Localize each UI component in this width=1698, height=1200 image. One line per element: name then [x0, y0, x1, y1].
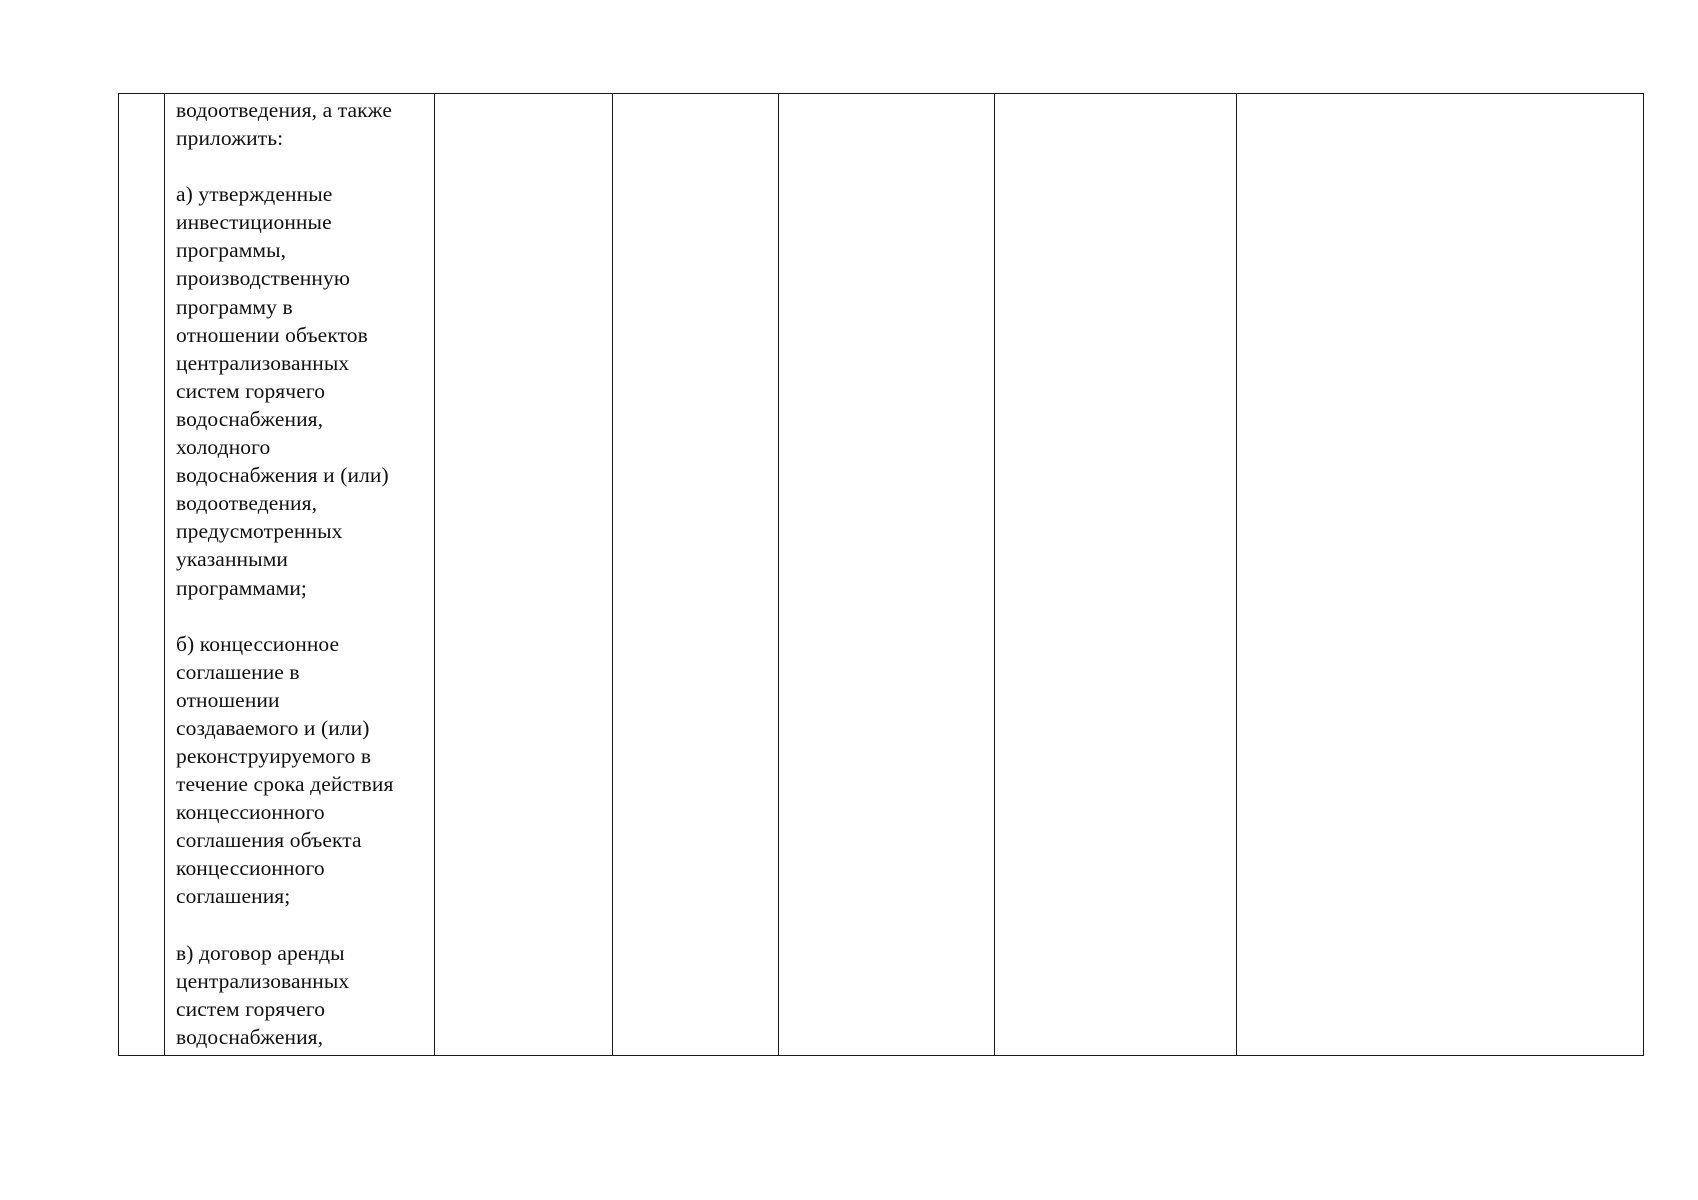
empty-cell-5: [779, 94, 995, 1056]
empty-cell-4: [613, 94, 779, 1056]
number-cell: [119, 94, 165, 1056]
paragraph-a: а) утвержденные инвестиционные программы, производственную программу в отношении объектов централизованных систем горячего водоснабжения, холодного водоснабжения и (или) водоотведения, предусмотренных указанными программами;: [176, 182, 389, 600]
requirement-text-cell: [165, 94, 435, 1056]
paragraph-intro: водоотведения, а также приложить:: [176, 98, 392, 151]
requirements-table: [118, 93, 1644, 1056]
paragraph-c: в) договор аренды централизованных систем горячего водоснабжения,: [176, 940, 350, 1049]
empty-cell-6: [995, 94, 1237, 1056]
empty-cell-3: [435, 94, 613, 1056]
empty-cell-7: [1237, 94, 1644, 1056]
paragraph-b: б) концессионное соглашение в отношении создаваемого и (или) реконструируемого в течение срока действия концессионного соглашения объекта концессионного соглашения;: [176, 631, 394, 909]
table-row: [119, 94, 1644, 1056]
